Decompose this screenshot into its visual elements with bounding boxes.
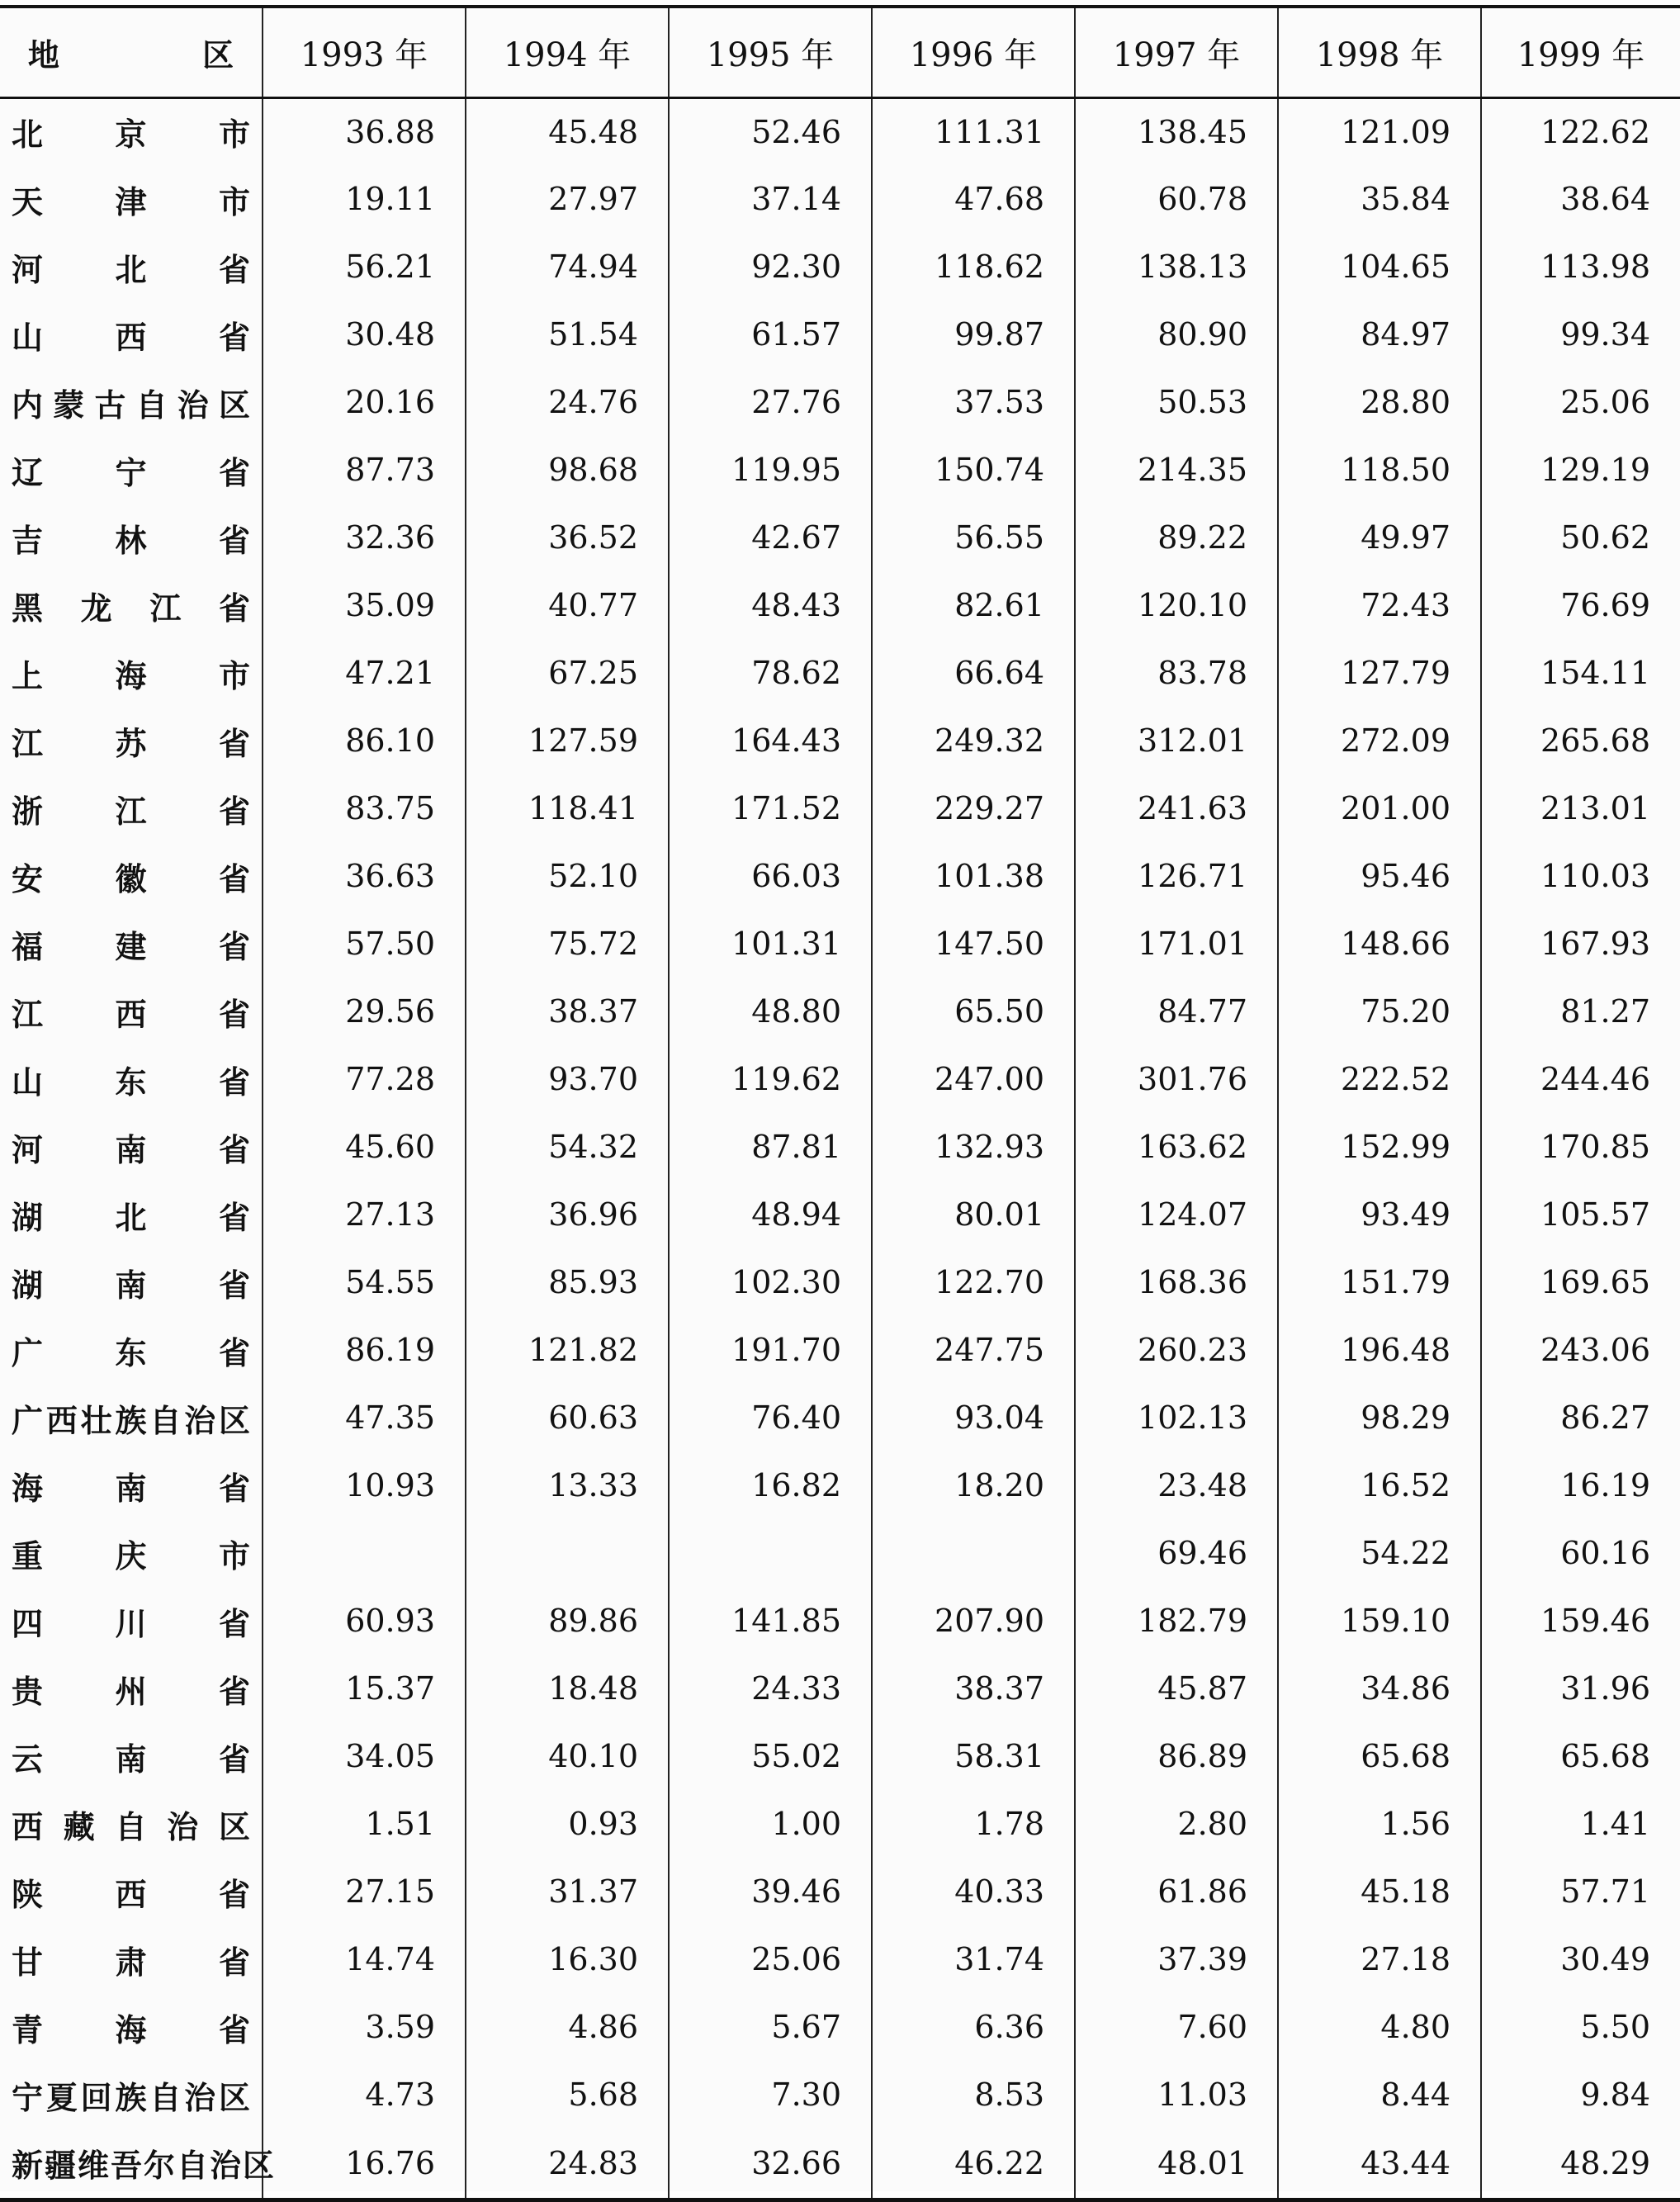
value-cell: 10.93 [263, 1451, 466, 1519]
value-cell: 65.68 [1278, 1722, 1481, 1790]
value-cell: 83.75 [263, 774, 466, 842]
region-cell: 河南省 [12, 1131, 252, 1168]
value-cell: 74.94 [466, 233, 669, 301]
column-header-year: 1993 年 [263, 7, 466, 97]
value-cell: 16.19 [1481, 1451, 1680, 1519]
value-cell: 18.20 [872, 1451, 1075, 1519]
table-header [0, 7, 1680, 97]
value-cell: 57.71 [1481, 1858, 1680, 1925]
column-header-region: 地 区 [0, 7, 263, 97]
value-cell: 50.53 [1075, 368, 1278, 436]
table-row [0, 1858, 1680, 1925]
value-cell: 5.67 [669, 1993, 872, 2061]
value-cell: 196.48 [1278, 1316, 1481, 1384]
value-cell: 58.31 [872, 1722, 1075, 1790]
region-cell: 甘肃省 [12, 1944, 252, 1981]
value-cell: 132.93 [872, 1113, 1075, 1181]
region-cell: 宁夏回族自治区 [12, 2079, 252, 2116]
value-cell: 37.14 [669, 165, 872, 233]
value-cell: 37.53 [872, 368, 1075, 436]
value-cell: 8.53 [872, 2061, 1075, 2129]
value-cell: 72.43 [1278, 571, 1481, 639]
value-cell: 60.93 [263, 1587, 466, 1655]
column-header-year: 1999 年 [1481, 7, 1680, 97]
value-cell: 31.96 [1481, 1655, 1680, 1722]
region-cell: 贵州省 [12, 1673, 252, 1710]
value-cell: 86.19 [263, 1316, 466, 1384]
value-cell [466, 1519, 669, 1587]
region-cell: 湖南省 [12, 1267, 252, 1304]
value-cell: 27.76 [669, 368, 872, 436]
column-header-year: 1994 年 [466, 7, 669, 97]
value-cell: 101.38 [872, 842, 1075, 910]
value-cell: 31.74 [872, 1925, 1075, 1993]
value-cell: 7.30 [669, 2061, 872, 2129]
table-row [0, 910, 1680, 978]
value-cell: 101.31 [669, 910, 872, 978]
value-cell: 31.37 [466, 1858, 669, 1925]
table-row [0, 436, 1680, 504]
value-cell: 2.80 [1075, 1790, 1278, 1858]
value-cell: 163.62 [1075, 1113, 1278, 1181]
value-cell: 20.16 [263, 368, 466, 436]
value-cell: 48.94 [669, 1181, 872, 1248]
value-cell: 40.33 [872, 1858, 1075, 1925]
value-cell: 98.68 [466, 436, 669, 504]
value-cell: 124.07 [1075, 1181, 1278, 1248]
value-cell: 42.67 [669, 504, 872, 571]
value-cell: 4.73 [263, 2061, 466, 2129]
value-cell: 201.00 [1278, 774, 1481, 842]
value-cell: 105.57 [1481, 1181, 1680, 1248]
value-cell: 84.77 [1075, 978, 1278, 1045]
value-cell: 29.56 [263, 978, 466, 1045]
table-row [0, 504, 1680, 571]
region-cell: 黑龙江省 [12, 590, 252, 627]
value-cell: 92.30 [669, 233, 872, 301]
value-cell: 98.29 [1278, 1384, 1481, 1451]
value-cell: 54.22 [1278, 1519, 1481, 1587]
table-row [0, 1925, 1680, 1993]
value-cell: 0.93 [466, 1790, 669, 1858]
value-cell: 16.76 [263, 2129, 466, 2200]
region-cell: 江西省 [12, 996, 252, 1033]
value-cell: 85.93 [466, 1248, 669, 1316]
value-cell: 18.48 [466, 1655, 669, 1722]
value-cell: 4.80 [1278, 1993, 1481, 2061]
value-cell: 36.88 [263, 97, 466, 165]
region-cell: 河北省 [12, 251, 252, 288]
value-cell: 121.09 [1278, 97, 1481, 165]
value-cell: 45.48 [466, 97, 669, 165]
value-cell: 214.35 [1075, 436, 1278, 504]
value-cell: 16.52 [1278, 1451, 1481, 1519]
value-cell: 260.23 [1075, 1316, 1278, 1384]
value-cell: 50.62 [1481, 504, 1680, 571]
value-cell: 171.01 [1075, 910, 1278, 978]
value-cell: 19.11 [263, 165, 466, 233]
value-cell: 118.41 [466, 774, 669, 842]
value-cell: 76.40 [669, 1384, 872, 1451]
value-cell: 119.95 [669, 436, 872, 504]
value-cell [669, 1519, 872, 1587]
value-cell: 111.31 [872, 97, 1075, 165]
table-row [0, 1113, 1680, 1181]
value-cell: 54.32 [466, 1113, 669, 1181]
value-cell: 61.57 [669, 301, 872, 368]
value-cell: 55.02 [669, 1722, 872, 1790]
table-row [0, 2129, 1680, 2200]
value-cell: 8.44 [1278, 2061, 1481, 2129]
value-cell: 129.19 [1481, 436, 1680, 504]
value-cell: 247.75 [872, 1316, 1075, 1384]
value-cell: 66.03 [669, 842, 872, 910]
value-cell: 30.48 [263, 301, 466, 368]
value-cell: 75.72 [466, 910, 669, 978]
value-cell: 249.32 [872, 707, 1075, 774]
value-cell: 48.29 [1481, 2129, 1680, 2200]
value-cell: 39.46 [669, 1858, 872, 1925]
value-cell: 76.69 [1481, 571, 1680, 639]
value-cell: 48.80 [669, 978, 872, 1045]
table-row [0, 1316, 1680, 1384]
value-cell: 35.09 [263, 571, 466, 639]
region-cell: 西藏自治区 [12, 1808, 252, 1845]
value-cell: 75.20 [1278, 978, 1481, 1045]
table-row [0, 1181, 1680, 1248]
value-cell: 24.76 [466, 368, 669, 436]
value-cell: 168.36 [1075, 1248, 1278, 1316]
table-row [0, 1993, 1680, 2061]
value-cell: 61.86 [1075, 1858, 1278, 1925]
value-cell: 69.46 [1075, 1519, 1278, 1587]
value-cell: 57.50 [263, 910, 466, 978]
value-cell: 141.85 [669, 1587, 872, 1655]
region-cell: 江苏省 [12, 725, 252, 762]
value-cell: 121.82 [466, 1316, 669, 1384]
value-cell: 27.13 [263, 1181, 466, 1248]
value-cell: 27.15 [263, 1858, 466, 1925]
value-cell: 60.63 [466, 1384, 669, 1451]
value-cell: 167.93 [1481, 910, 1680, 978]
table-row [0, 2061, 1680, 2129]
value-cell: 15.37 [263, 1655, 466, 1722]
value-cell: 247.00 [872, 1045, 1075, 1113]
value-cell: 1.00 [669, 1790, 872, 1858]
value-cell: 23.48 [1075, 1451, 1278, 1519]
table-row [0, 368, 1680, 436]
region-cell: 陕西省 [12, 1876, 252, 1913]
value-cell: 84.97 [1278, 301, 1481, 368]
value-cell: 34.05 [263, 1722, 466, 1790]
value-cell: 32.36 [263, 504, 466, 571]
value-cell: 60.16 [1481, 1519, 1680, 1587]
value-cell: 48.43 [669, 571, 872, 639]
value-cell: 25.06 [669, 1925, 872, 1993]
value-cell: 67.25 [466, 639, 669, 707]
region-cell: 云南省 [12, 1740, 252, 1778]
value-cell: 127.79 [1278, 639, 1481, 707]
value-cell: 159.10 [1278, 1587, 1481, 1655]
regional-data-table [0, 5, 1680, 2202]
value-cell: 138.13 [1075, 233, 1278, 301]
value-cell: 9.84 [1481, 2061, 1680, 2129]
value-cell: 78.62 [669, 639, 872, 707]
value-cell: 171.52 [669, 774, 872, 842]
value-cell: 45.18 [1278, 1858, 1481, 1925]
value-cell: 43.44 [1278, 2129, 1481, 2200]
region-cell: 湖北省 [12, 1199, 252, 1236]
value-cell: 80.01 [872, 1181, 1075, 1248]
value-cell: 56.21 [263, 233, 466, 301]
value-cell: 87.73 [263, 436, 466, 504]
table-row [0, 774, 1680, 842]
value-cell: 52.10 [466, 842, 669, 910]
value-cell: 16.30 [466, 1925, 669, 1993]
value-cell: 28.80 [1278, 368, 1481, 436]
value-cell: 86.10 [263, 707, 466, 774]
value-cell: 93.04 [872, 1384, 1075, 1451]
region-cell: 内蒙古自治区 [12, 386, 252, 424]
value-cell: 86.27 [1481, 1384, 1680, 1451]
table-row [0, 1722, 1680, 1790]
region-cell: 辽宁省 [12, 454, 252, 491]
value-cell: 82.61 [872, 571, 1075, 639]
region-cell: 山东省 [12, 1063, 252, 1101]
value-cell [263, 1519, 466, 1587]
value-cell: 1.41 [1481, 1790, 1680, 1858]
value-cell: 150.74 [872, 436, 1075, 504]
table-row [0, 639, 1680, 707]
table-row [0, 233, 1680, 301]
region-cell: 浙江省 [12, 793, 252, 830]
value-cell: 89.22 [1075, 504, 1278, 571]
value-cell: 6.36 [872, 1993, 1075, 2061]
region-cell: 安徽省 [12, 860, 252, 897]
column-header-year: 1997 年 [1075, 7, 1278, 97]
value-cell: 170.85 [1481, 1113, 1680, 1181]
value-cell: 148.66 [1278, 910, 1481, 978]
value-cell: 13.33 [466, 1451, 669, 1519]
value-cell: 48.01 [1075, 2129, 1278, 2200]
value-cell: 7.60 [1075, 1993, 1278, 2061]
region-cell: 吉林省 [12, 522, 252, 559]
value-cell: 301.76 [1075, 1045, 1278, 1113]
region-cell: 青海省 [12, 2011, 252, 2048]
value-cell: 113.98 [1481, 233, 1680, 301]
value-cell: 110.03 [1481, 842, 1680, 910]
table-row [0, 1655, 1680, 1722]
table-row [0, 1519, 1680, 1587]
value-cell: 35.84 [1278, 165, 1481, 233]
value-cell: 47.35 [263, 1384, 466, 1451]
value-cell: 1.78 [872, 1790, 1075, 1858]
table-row [0, 1451, 1680, 1519]
value-cell: 40.77 [466, 571, 669, 639]
value-cell: 38.37 [466, 978, 669, 1045]
value-cell: 56.55 [872, 504, 1075, 571]
value-cell: 122.70 [872, 1248, 1075, 1316]
table-row [0, 1248, 1680, 1316]
value-cell: 229.27 [872, 774, 1075, 842]
value-cell: 147.50 [872, 910, 1075, 978]
value-cell: 5.68 [466, 2061, 669, 2129]
header-row [0, 7, 1680, 97]
value-cell: 81.27 [1481, 978, 1680, 1045]
value-cell: 46.22 [872, 2129, 1075, 2200]
region-cell: 广东省 [12, 1334, 252, 1371]
value-cell: 95.46 [1278, 842, 1481, 910]
value-cell: 120.10 [1075, 571, 1278, 639]
value-cell: 54.55 [263, 1248, 466, 1316]
value-cell: 1.56 [1278, 1790, 1481, 1858]
value-cell: 47.68 [872, 165, 1075, 233]
value-cell: 127.59 [466, 707, 669, 774]
value-cell: 118.62 [872, 233, 1075, 301]
value-cell: 241.63 [1075, 774, 1278, 842]
region-cell: 天津市 [12, 183, 252, 220]
region-cell: 福建省 [12, 928, 252, 965]
value-cell: 45.87 [1075, 1655, 1278, 1722]
value-cell: 102.13 [1075, 1384, 1278, 1451]
value-cell: 24.33 [669, 1655, 872, 1722]
value-cell: 3.59 [263, 1993, 466, 2061]
table-row [0, 1045, 1680, 1113]
value-cell: 191.70 [669, 1316, 872, 1384]
value-cell: 60.78 [1075, 165, 1278, 233]
value-cell: 151.79 [1278, 1248, 1481, 1316]
value-cell: 34.86 [1278, 1655, 1481, 1722]
value-cell: 222.52 [1278, 1045, 1481, 1113]
value-cell: 207.90 [872, 1587, 1075, 1655]
table-row [0, 842, 1680, 910]
value-cell: 32.66 [669, 2129, 872, 2200]
region-cell: 山西省 [12, 319, 252, 356]
value-cell: 51.54 [466, 301, 669, 368]
value-cell: 244.46 [1481, 1045, 1680, 1113]
value-cell: 25.06 [1481, 368, 1680, 436]
value-cell: 164.43 [669, 707, 872, 774]
column-header-year: 1996 年 [872, 7, 1075, 97]
value-cell: 126.71 [1075, 842, 1278, 910]
region-cell: 北京市 [12, 116, 252, 154]
value-cell: 272.09 [1278, 707, 1481, 774]
value-cell: 243.06 [1481, 1316, 1680, 1384]
value-cell: 45.60 [263, 1113, 466, 1181]
value-cell: 80.90 [1075, 301, 1278, 368]
value-cell: 159.46 [1481, 1587, 1680, 1655]
value-cell: 27.97 [466, 165, 669, 233]
column-header-year: 1998 年 [1278, 7, 1481, 97]
value-cell: 122.62 [1481, 97, 1680, 165]
value-cell: 104.65 [1278, 233, 1481, 301]
value-cell: 49.97 [1278, 504, 1481, 571]
value-cell: 11.03 [1075, 2061, 1278, 2129]
table-row [0, 707, 1680, 774]
value-cell: 37.39 [1075, 1925, 1278, 1993]
value-cell: 89.86 [466, 1587, 669, 1655]
value-cell: 312.01 [1075, 707, 1278, 774]
value-cell: 152.99 [1278, 1113, 1481, 1181]
value-cell: 265.68 [1481, 707, 1680, 774]
value-cell: 5.50 [1481, 1993, 1680, 2061]
value-cell [872, 1519, 1075, 1587]
value-cell: 65.68 [1481, 1722, 1680, 1790]
value-cell: 138.45 [1075, 97, 1278, 165]
value-cell: 1.51 [263, 1790, 466, 1858]
value-cell: 4.86 [466, 1993, 669, 2061]
value-cell: 77.28 [263, 1045, 466, 1113]
value-cell: 154.11 [1481, 639, 1680, 707]
table-row [0, 1587, 1680, 1655]
region-cell: 海南省 [12, 1470, 252, 1507]
value-cell: 99.87 [872, 301, 1075, 368]
table-row [0, 978, 1680, 1045]
value-cell: 52.46 [669, 97, 872, 165]
value-cell: 213.01 [1481, 774, 1680, 842]
table-row [0, 1384, 1680, 1451]
value-cell: 14.74 [263, 1925, 466, 1993]
value-cell: 119.62 [669, 1045, 872, 1113]
value-cell: 182.79 [1075, 1587, 1278, 1655]
table-body [0, 97, 1680, 2200]
table-row [0, 1790, 1680, 1858]
region-cell: 重庆市 [12, 1537, 252, 1575]
table-row [0, 301, 1680, 368]
column-header-year: 1995 年 [669, 7, 872, 97]
value-cell: 86.89 [1075, 1722, 1278, 1790]
value-cell: 38.64 [1481, 165, 1680, 233]
value-cell: 24.83 [466, 2129, 669, 2200]
value-cell: 102.30 [669, 1248, 872, 1316]
table-row [0, 571, 1680, 639]
value-cell: 27.18 [1278, 1925, 1481, 1993]
value-cell: 38.37 [872, 1655, 1075, 1722]
value-cell: 30.49 [1481, 1925, 1680, 1993]
table-row [0, 97, 1680, 165]
value-cell: 93.70 [466, 1045, 669, 1113]
value-cell: 36.63 [263, 842, 466, 910]
region-cell: 新疆维吾尔自治区 [12, 2148, 277, 2185]
value-cell: 65.50 [872, 978, 1075, 1045]
value-cell: 118.50 [1278, 436, 1481, 504]
value-cell: 83.78 [1075, 639, 1278, 707]
region-cell: 广西壮族自治区 [12, 1402, 252, 1439]
value-cell: 40.10 [466, 1722, 669, 1790]
table-row [0, 165, 1680, 233]
value-cell: 36.52 [466, 504, 669, 571]
region-cell: 四川省 [12, 1605, 252, 1642]
value-cell: 93.49 [1278, 1181, 1481, 1248]
value-cell: 16.82 [669, 1451, 872, 1519]
value-cell: 169.65 [1481, 1248, 1680, 1316]
value-cell: 99.34 [1481, 301, 1680, 368]
value-cell: 36.96 [466, 1181, 669, 1248]
value-cell: 47.21 [263, 639, 466, 707]
value-cell: 66.64 [872, 639, 1075, 707]
region-cell: 上海市 [12, 657, 252, 694]
value-cell: 87.81 [669, 1113, 872, 1181]
